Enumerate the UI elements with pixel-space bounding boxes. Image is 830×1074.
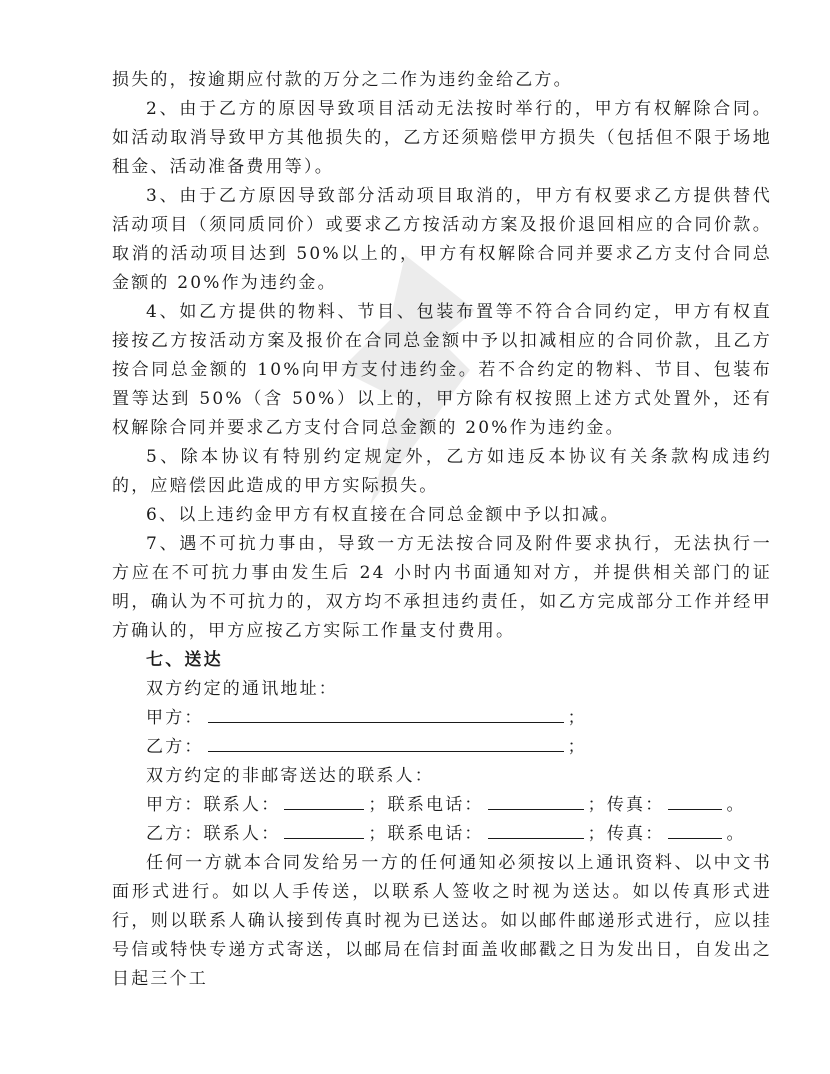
semicolon: ； xyxy=(368,824,388,844)
section-heading-delivery: 七、送达 xyxy=(146,650,223,670)
clause-4: 4、如乙方提供的物料、节目、包装布置等不符合合同约定，甲方有权直接按乙方按活动方案及报价在合同总金额中予以扣减相应的合同价款，且乙方按合同总金额的 10%向甲方支付违约金。若不合约定的物料、节目、包装布置等达到 50%（含 50%）以上的，甲方除有权按照上述方式处置外，还有权解除合同并要求乙方支付合同总金额的 20%作为违约金。 xyxy=(112,302,772,438)
party-b-phone-field[interactable] xyxy=(488,822,584,839)
clause-6: 6、以上违约金甲方有权直接在合同总金额中予以扣减。 xyxy=(146,505,620,525)
address-intro: 双方约定的通讯地址： xyxy=(146,679,338,699)
contact-person-label: 联系人： xyxy=(203,795,281,815)
clause-5: 5、除本协议有特别约定规定外，乙方如违反本协议有关条款构成违约的，应赔偿因此造成的甲方实际损失。 xyxy=(112,447,772,496)
party-b-label: 乙方： xyxy=(146,737,204,757)
contact-intro: 双方约定的非邮寄送达的联系人： xyxy=(146,766,434,786)
party-a-address-line xyxy=(146,704,772,733)
semicolon: ； xyxy=(587,824,607,844)
semicolon: ； xyxy=(368,795,388,815)
party-a-label: 甲方： xyxy=(146,708,204,728)
semicolon: ； xyxy=(567,737,587,757)
fax-label: 传真： xyxy=(606,795,665,815)
party-a-contact-field[interactable] xyxy=(284,793,364,810)
party-b-contact-field[interactable] xyxy=(284,822,364,839)
party-b-address-line xyxy=(146,733,772,762)
party-b-label: 乙方： xyxy=(146,824,204,844)
delivery-notice-paragraph: 任何一方就本合同发给另一方的任何通知必须按以上通讯资料、以中文书面形式进行。如以人手传送，以联系人签收之时视为送达。如以传真形式进行，则以联系人确认接到传真时视为已送达。如以邮件邮递形式进行，应以挂号信或特快专递方式寄送，以邮局在信封面盖收邮戳之日为发出日，自发出之日起三个工 xyxy=(112,853,772,989)
party-a-contact-line xyxy=(146,791,772,820)
period: 。 xyxy=(726,795,746,815)
contract-body xyxy=(112,66,772,994)
fax-label: 传真： xyxy=(606,824,665,844)
phone-label: 联系电话： xyxy=(387,824,484,844)
semicolon: ； xyxy=(567,708,587,728)
party-b-address-field[interactable] xyxy=(208,735,564,752)
contact-person-label: 联系人： xyxy=(203,824,281,844)
party-b-contact-line xyxy=(146,820,772,849)
clause-7: 7、遇不可抗力事由，导致一方无法按合同及附件要求执行，无法执行一方应在不可抗力事由发生后 24 小时内书面通知对方，并提供相关部门的证明，确认为不可抗力的，双方均不承担违约责任，如乙方完成部分工作并经甲方确认的，甲方应按乙方实际工作量支付费用。 xyxy=(112,534,772,641)
party-a-phone-field[interactable] xyxy=(488,793,584,810)
paragraph-continuation: 损失的，按逾期应付款的万分之二作为违约金给乙方。 xyxy=(112,70,573,90)
phone-label: 联系电话： xyxy=(387,795,484,815)
clause-2: 2、由于乙方的原因导致项目活动无法按时举行的，甲方有权解除合同。如活动取消导致甲方其他损失的，乙方还须赔偿甲方损失（包括但不限于场地租金、活动准备费用等）。 xyxy=(112,99,772,177)
party-a-fax-field[interactable] xyxy=(668,793,722,810)
period: 。 xyxy=(726,824,746,844)
party-b-fax-field[interactable] xyxy=(668,822,722,839)
party-a-label: 甲方： xyxy=(146,795,204,815)
party-a-address-field[interactable] xyxy=(208,706,564,723)
clause-3: 3、由于乙方原因导致部分活动项目取消的，甲方有权要求乙方提供替代活动项目（须同质同价）或要求乙方按活动方案及报价退回相应的合同价款。取消的活动项目达到 50%以上的，甲方有权解除合同并要求乙方支付合同总金额的 20%作为违约金。 xyxy=(112,186,772,293)
semicolon: ； xyxy=(587,795,607,815)
